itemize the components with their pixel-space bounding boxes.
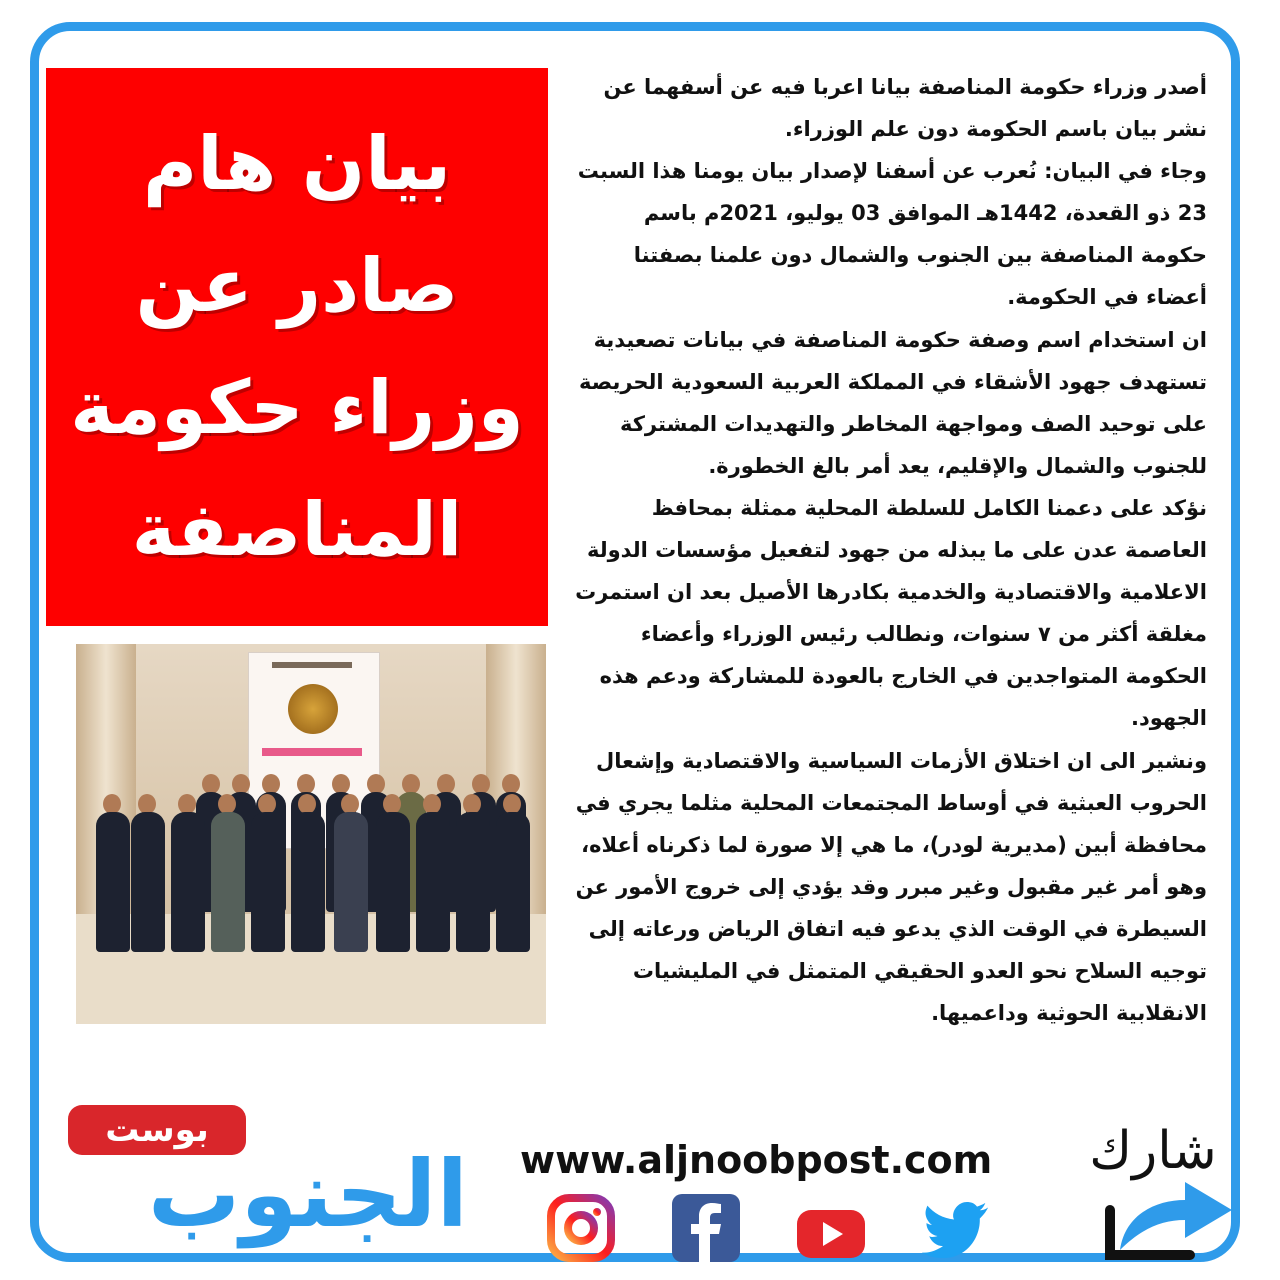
facebook-icon[interactable] <box>670 1192 742 1264</box>
headline-line: وزراء حكومة <box>70 365 524 451</box>
logo-word: الجنوب <box>147 1141 468 1248</box>
person-head <box>472 774 490 794</box>
article-paragraph: ان استخدام اسم وصفة حكومة المناصفة في بيانات تصعيدية تستهدف جهود الأشقاء في المملكة العربية السعودية الحريصة على توحيد الصف ومواجهة المخاطر والتهديدات المشتركة للجنوب والشمال والإقليم، يعد أمر بالغ الخطورة. <box>579 327 1207 478</box>
person-figure <box>291 812 325 952</box>
headline-line: بيان هام <box>142 121 452 207</box>
person-head <box>437 774 455 794</box>
article-paragraph: ونشير الى ان اختلاق الأزمات السياسية والاقتصادية وإشعال الحروب العبثية في أوساط المجتمعات المحلية مثلما يجري في محافظة أبين (مديرية لودر)، ما هي إلا صورة لما ذكرناه أعلاه، وهو أمر غير مقبول وغير مبرر وقد يؤدي إلى خروج الأمور عن السيطرة في الوقت الذي يدعو فيه اتفاق الرياض ورعاته إلى توجيه السلاح نحو العدو الحقيقي المتمثل في المليشيات الانقلابية الحوثية وداعميها. <box>575 748 1207 1026</box>
share-icon[interactable] <box>1100 1170 1240 1265</box>
person-head <box>423 794 441 814</box>
banner-title-strip <box>272 662 352 668</box>
person-head <box>502 774 520 794</box>
headline-box <box>46 68 548 626</box>
youtube-icon[interactable] <box>795 1198 867 1270</box>
person-head <box>383 794 401 814</box>
article-body <box>575 66 1207 1034</box>
person-head <box>503 794 521 814</box>
person-figure <box>131 812 165 952</box>
person-head <box>103 794 121 814</box>
article-paragraph: وجاء في البيان: نُعرب عن أسفنا لإصدار بيان يومنا هذا السبت 23 ذو القعدة، 1442هـ الموافق 03 يوليو، 2021م باسم حكومة المناصفة بين الجنوب والشمال دون علمنا بصفتنا أعضاء في الحكومة. <box>577 159 1207 310</box>
person-figure <box>456 812 490 952</box>
website-link[interactable]: www.aljnoobpost.com <box>520 1138 993 1182</box>
headline <box>70 103 524 591</box>
person-head <box>178 794 196 814</box>
person-head <box>463 794 481 814</box>
person-head <box>297 774 315 794</box>
government-group-photo <box>76 644 546 1024</box>
person-head <box>367 774 385 794</box>
emblem-icon <box>288 684 338 734</box>
article-paragraph: أصدر وزراء حكومة المناصفة بيانا اعربا فيه عن أسفهما عن نشر بيان باسم الحكومة دون علم الوزراء. <box>603 75 1207 142</box>
person-head <box>218 794 236 814</box>
person-figure <box>376 812 410 952</box>
person-figure <box>496 812 530 952</box>
person-head <box>262 774 280 794</box>
person-head <box>138 794 156 814</box>
logo-badge: بوست <box>68 1105 246 1155</box>
person-head <box>402 774 420 794</box>
person-figure <box>171 812 205 952</box>
person-head <box>332 774 350 794</box>
article-paragraph: نؤكد على دعمنا الكامل للسلطة المحلية ممثلة بمحافظ العاصمة عدن على ما يبذله من جهود لتفعيل مؤسسات الدولة الاعلامية والاقتصادية والخدمية بكادرها الأصيل بعد ان استمرت مغلقة أكثر من ٧ سنوات، ونطالب رئيس الوزراء وأعضاء الحكومة المتواجدين في الخارج بالعودة للمشاركة ودعم هذه الجهود. <box>575 495 1207 731</box>
banner-caption-strip <box>262 748 362 756</box>
person-figure <box>416 812 450 952</box>
person-figure <box>96 812 130 952</box>
twitter-icon[interactable] <box>920 1196 992 1268</box>
person-head <box>232 774 250 794</box>
person-figure <box>251 812 285 952</box>
person-head <box>298 794 316 814</box>
person-head <box>341 794 359 814</box>
person-figure <box>211 812 245 952</box>
person-head <box>202 774 220 794</box>
headline-line: المناصفة <box>131 487 463 573</box>
headline-line: صادر عن <box>135 243 459 329</box>
person-figure <box>334 812 368 952</box>
instagram-icon[interactable] <box>545 1192 617 1264</box>
share-label: شارك <box>1089 1121 1217 1181</box>
person-head <box>258 794 276 814</box>
